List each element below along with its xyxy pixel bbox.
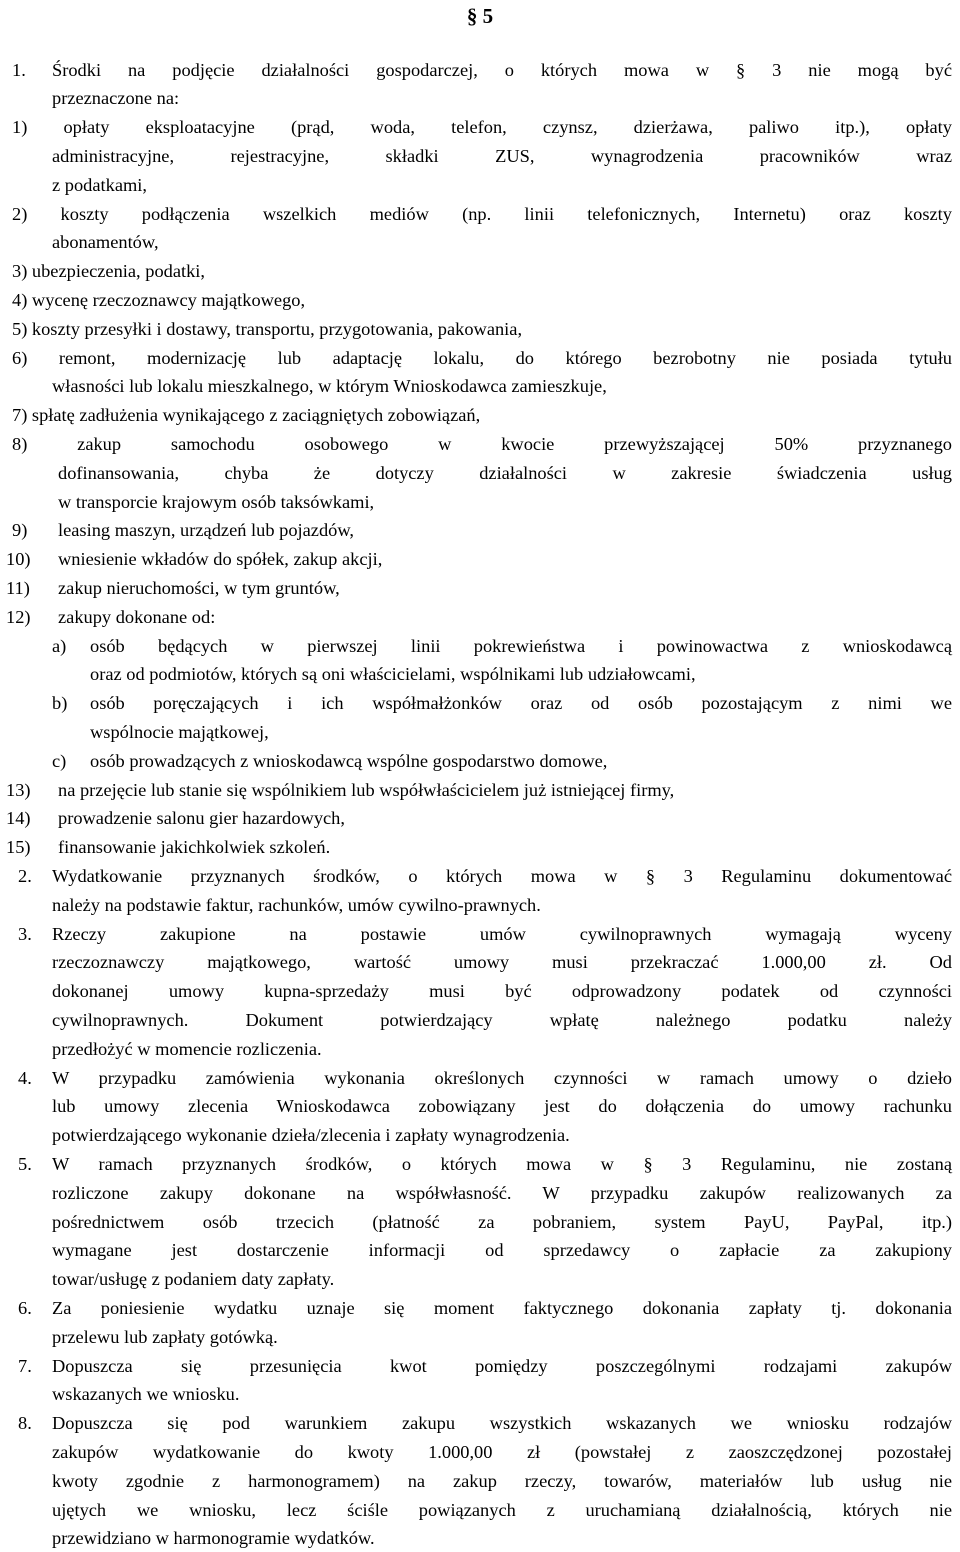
item-number: 13)	[6, 780, 31, 800]
item-number: b)	[52, 693, 68, 713]
line-text: pośrednictwem osób trzecich (płatność za pobraniem, system PayU, PayPal, itp.)	[52, 1212, 952, 1232]
line-text: leasing maszyn, urządzeń lub pojazdów,	[58, 520, 355, 540]
line-text: przedłożyć w momencie rozliczenia.	[52, 1039, 322, 1059]
line-text: wymagane jest dostarczenie informacji od sprzedawcy o zapłacie za zakupiony	[52, 1240, 952, 1260]
item-number: 2.	[18, 866, 32, 886]
line-text: 4) wycenę rzeczoznawcy majątkowego,	[12, 290, 306, 310]
line-text: dokonanej umowy kupna-sprzedaży musi być odprowadzony podatek od czynności	[52, 981, 952, 1001]
line-text: W ramach przyznanych środków, o których mowa w § 3 Regulaminu, nie zostaną	[52, 1154, 952, 1174]
line-text: przewidziano w harmonogramie wydatków.	[52, 1528, 375, 1548]
line-text: 2) koszty podłączenia wszelkich mediów (np. linii telefonicznych, Internetu) oraz koszty	[12, 204, 952, 224]
line-text: dofinansowania, chyba że dotyczy działalności w zakresie świadczenia usług	[58, 463, 952, 483]
item-number: 1.	[12, 60, 26, 80]
line-text: potwierdzającego wykonanie dzieła/zlecenia i zapłaty wynagrodzenia.	[52, 1125, 570, 1145]
section-heading: § 5	[466, 4, 494, 28]
line-text: przeznaczone na:	[52, 88, 180, 108]
item-number: 10)	[6, 549, 31, 569]
line-text: należy na podstawie faktur, rachunków, umów cywilno-prawnych.	[52, 895, 541, 915]
line-text: 3) ubezpieczenia, podatki,	[12, 261, 206, 281]
line-text: administracyjne, rejestracyjne, składki ZUS, wynagrodzenia pracowników wraz	[52, 146, 952, 166]
item-number: 9)	[12, 520, 28, 540]
line-text: zakupów wydatkowanie do kwoty 1.000,00 zł (powstałej z zaoszczędzonej pozostałej	[52, 1442, 952, 1462]
line-text: osób poręczających i ich współmałżonków oraz od osób pozostającym z nimi we	[90, 693, 952, 713]
item-number: 3.	[18, 924, 32, 944]
line-text: cywilnoprawnych. Dokument potwierdzający wpłatę należnego podatku należy	[52, 1010, 952, 1030]
line-text: z podatkami,	[52, 175, 147, 195]
line-text: Środki na podjęcie działalności gospodarczej, o których mowa w § 3 nie mogą być	[52, 60, 952, 80]
item-number: a)	[52, 636, 67, 656]
line-text: przelewu lub zapłaty gotówką.	[52, 1327, 278, 1347]
line-text: 1) opłaty eksploatacyjne (prąd, woda, telefon, czynsz, dzierżawa, paliwo itp.), opłaty	[12, 117, 952, 137]
item-number: 12)	[6, 607, 31, 627]
line-text: 6) remont, modernizację lub adaptację lokalu, do którego bezrobotny nie posiada tytułu	[12, 348, 952, 368]
line-text: kwoty zgodnie z harmonogramem) na zakup rzeczy, towarów, materiałów lub usług nie	[52, 1471, 952, 1491]
line-text: Rzeczy zakupione na postawie umów cywilnoprawnych wymagają wyceny	[52, 924, 952, 944]
item-number: 5.	[18, 1154, 32, 1174]
item-number: 6.	[18, 1298, 32, 1318]
line-text: rozliczone zakupy dokonane na współwłasność. W przypadku zakupów realizowanych za	[52, 1183, 952, 1203]
item-number: c)	[52, 751, 67, 771]
item-number: 11)	[6, 578, 30, 598]
item-number: 7.	[18, 1356, 32, 1376]
item-number: 8.	[18, 1413, 32, 1433]
line-text: Dopuszcza się przesunięcia kwot pomiędzy poszczególnymi rodzajami zakupów	[52, 1356, 952, 1376]
line-text: ujętych we wniosku, lecz ściśle powiązanych z uruchamianą działalnością, których nie	[52, 1500, 952, 1520]
line-text: oraz od podmiotów, których są oni właścicielami, wspólnikami lub udziałowcami,	[90, 664, 696, 684]
line-text: 7) spłatę zadłużenia wynikającego z zaciągniętych zobowiązań,	[12, 405, 481, 425]
line-text: lub umowy zlecenia Wnioskodawca zobowiązany jest do dołączenia do umowy rachunku	[52, 1096, 952, 1116]
line-text: wniesienie wkładów do spółek, zakup akcji,	[58, 549, 383, 569]
item-number: 14)	[6, 808, 31, 828]
line-text: 8) zakup samochodu osobowego w kwocie przewyższającej 50% przyznanego	[12, 434, 952, 454]
line-text: towar/usługę z podaniem daty zapłaty.	[52, 1269, 335, 1289]
line-text: abonamentów,	[52, 232, 159, 252]
line-text: na przejęcie lub stanie się wspólnikiem lub współwłaścicielem już istniejącej firmy,	[58, 780, 675, 800]
line-text: W przypadku zamówienia wykonania określonych czynności w ramach umowy o dzieło	[52, 1068, 952, 1088]
item-number: 4.	[18, 1068, 32, 1088]
line-text: Wydatkowanie przyznanych środków, o których mowa w § 3 Regulaminu dokumentować	[52, 866, 952, 886]
line-text: osób będących w pierwszej linii pokrewieństwa i powinowactwa z wnioskodawcą	[90, 636, 952, 656]
line-text: Za poniesienie wydatku uznaje się moment faktycznego dokonania zapłaty tj. dokonania	[52, 1298, 952, 1318]
line-text: w transporcie krajowym osób taksówkami,	[58, 492, 375, 512]
line-text: finansowanie jakichkolwiek szkoleń.	[58, 837, 331, 857]
line-text: wspólnocie majątkowej,	[90, 722, 269, 742]
line-text: prowadzenie salonu gier hazardowych,	[58, 808, 345, 828]
line-text: Dopuszcza się pod warunkiem zakupu wszystkich wskazanych we wniosku rodzajów	[52, 1413, 952, 1433]
line-text: 5) koszty przesyłki i dostawy, transportu, przygotowania, pakowania,	[12, 319, 523, 339]
line-text: rzeczoznawczy majątkowego, wartość umowy musi przekraczać 1.000,00 zł. Od	[52, 952, 952, 972]
line-text: zakupy dokonane od:	[58, 607, 216, 627]
line-text: własności lub lokalu mieszkalnego, w którym Wnioskodawca zamieszkuje,	[52, 376, 607, 396]
item-number: 15)	[6, 837, 31, 857]
line-text: zakup nieruchomości, w tym gruntów,	[58, 578, 340, 598]
line-text: osób prowadzących z wnioskodawcą wspólne gospodarstwo domowe,	[90, 751, 608, 771]
line-text: wskazanych we wniosku.	[52, 1384, 240, 1404]
